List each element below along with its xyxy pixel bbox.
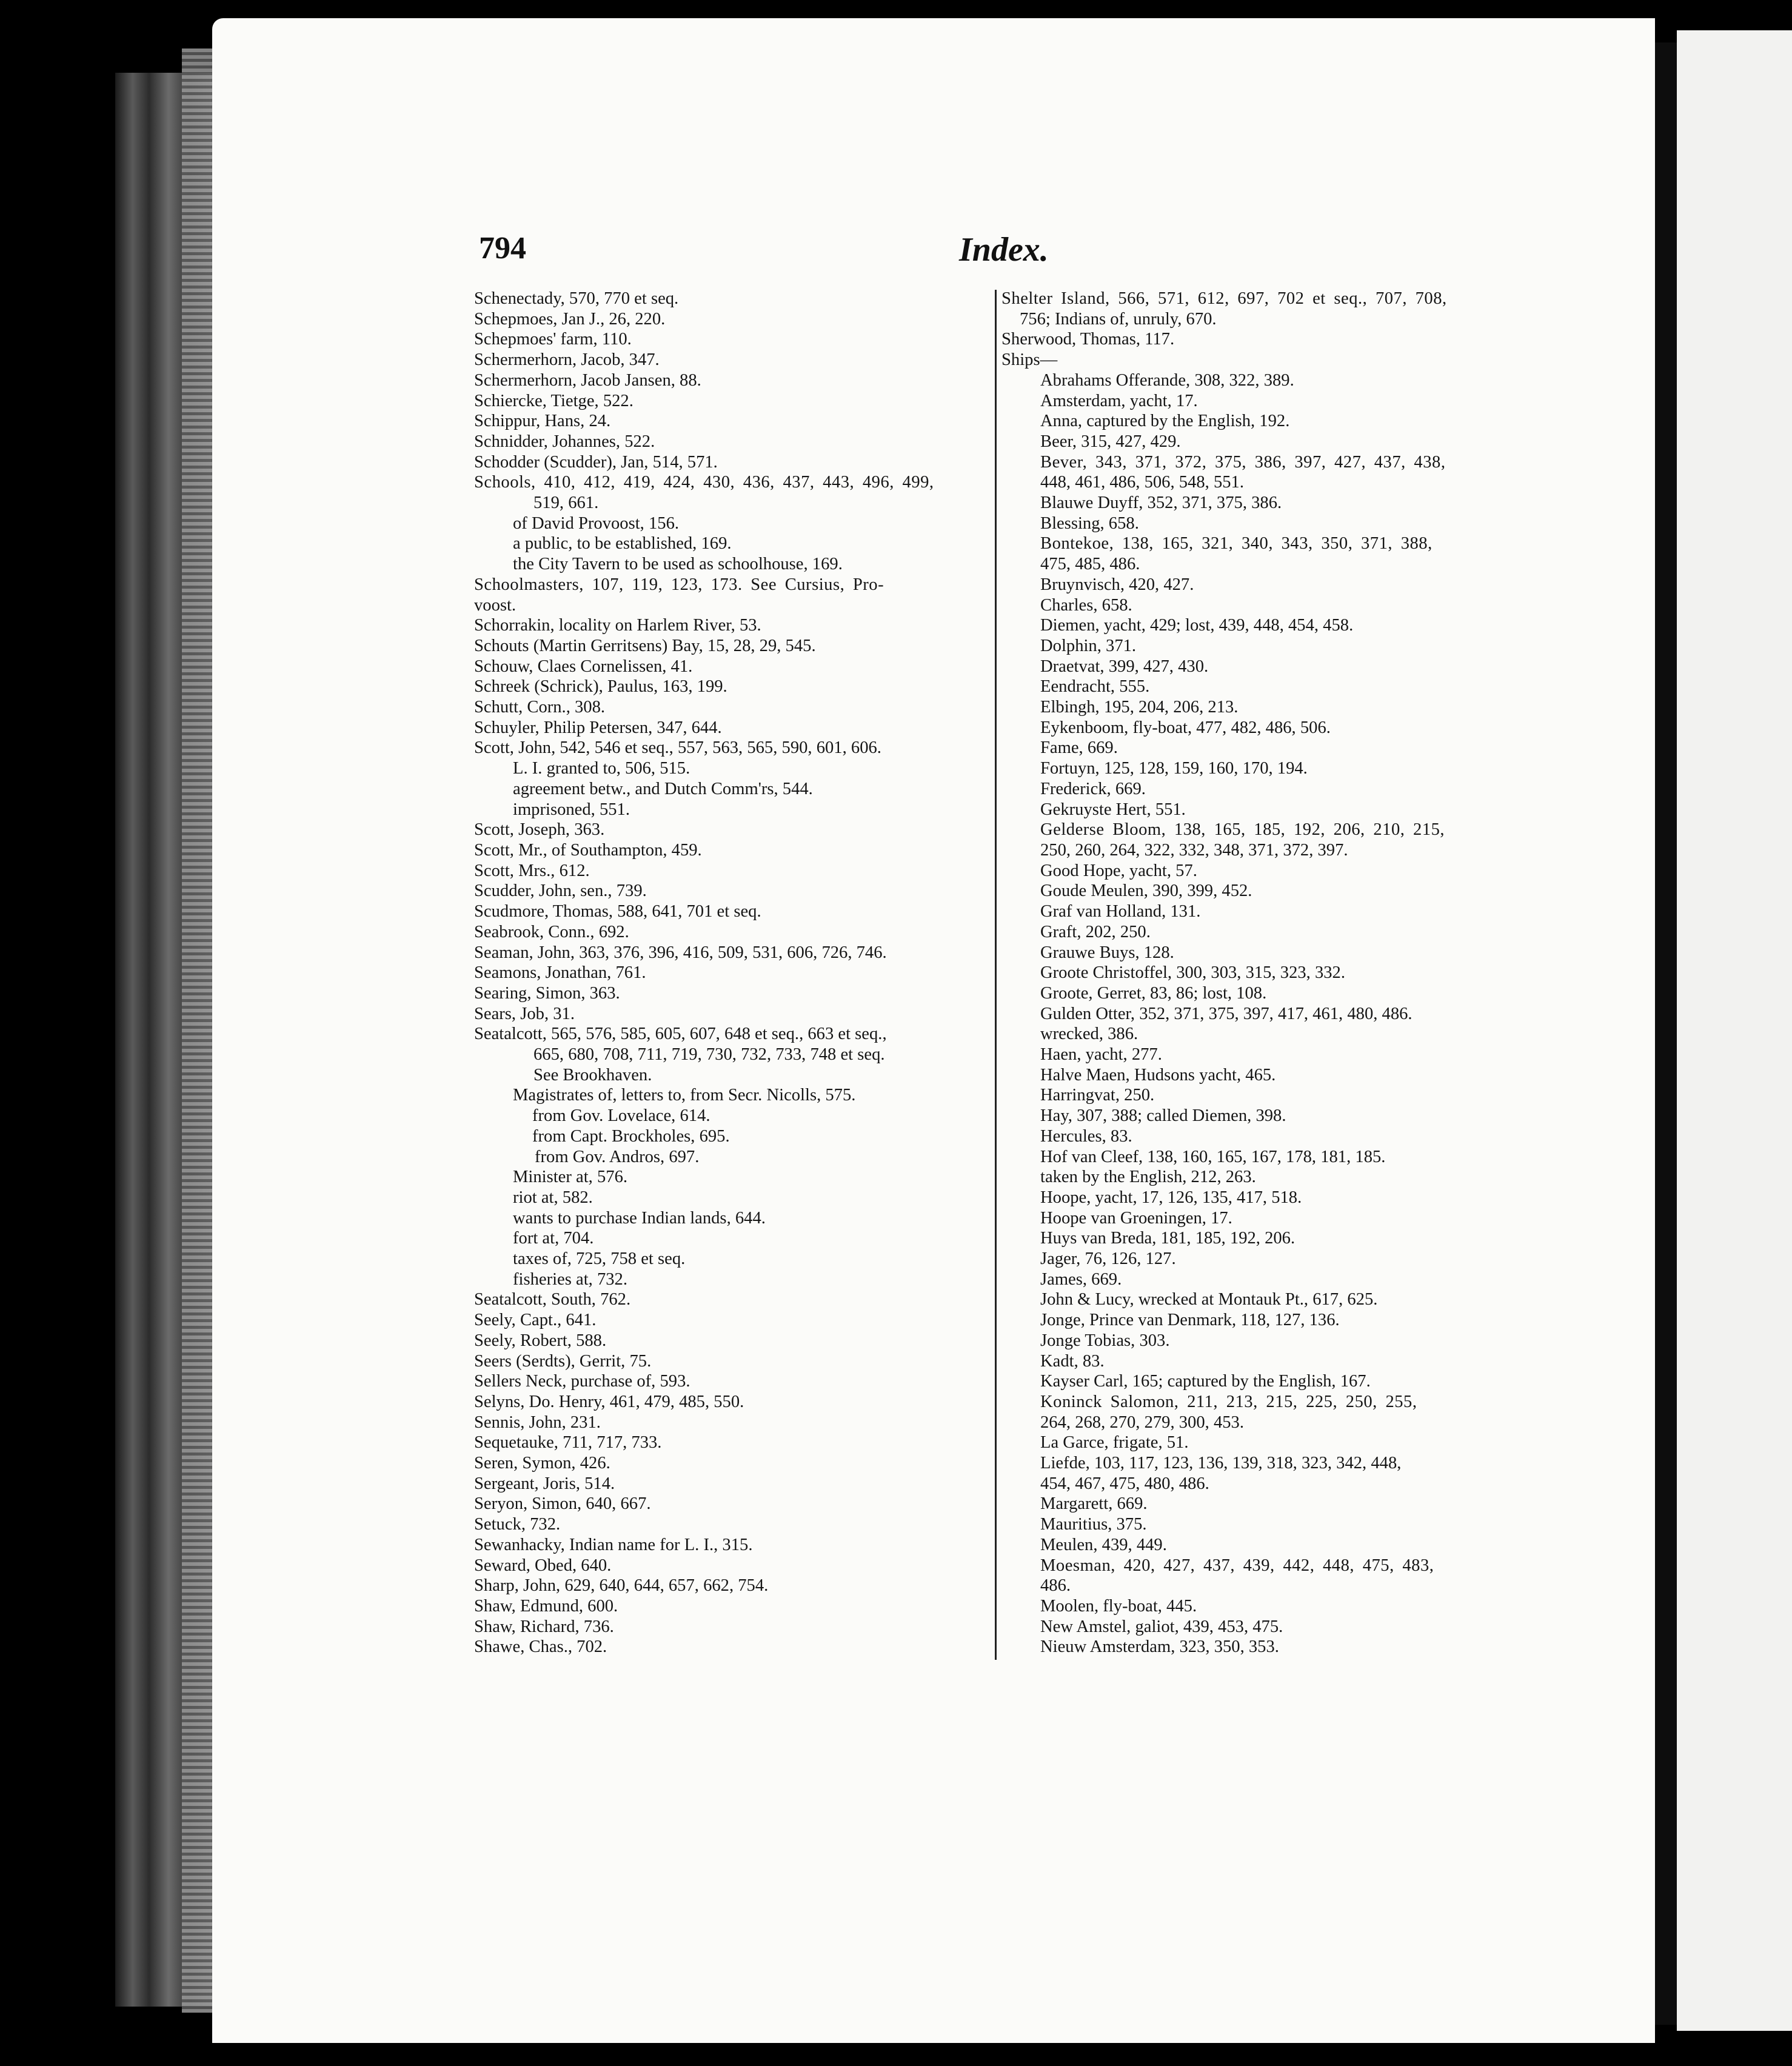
index-entry: Schiercke, Tietge, 522. xyxy=(474,391,634,410)
index-entry: fisheries at, 732. xyxy=(513,1269,627,1289)
index-entry: taken by the English, 212, 263. xyxy=(1040,1168,1256,1187)
index-entry: Scott, Mr., of Southampton, 459. xyxy=(474,840,702,860)
index-entry: See Brookhaven. xyxy=(533,1065,652,1085)
page-header xyxy=(479,230,1522,273)
index-entry: Bontekoe, 138, 165, 321, 340, 343, 350, 371, 388, xyxy=(1040,534,1433,553)
index-entry: Anna, captured by the English, 192. xyxy=(1040,412,1290,431)
index-entry: Eendracht, 555. xyxy=(1040,677,1150,697)
index-entry: Liefde, 103, 117, 123, 136, 139, 318, 323, 342, 448, xyxy=(1040,1454,1402,1473)
index-entry: riot at, 582. xyxy=(513,1188,593,1207)
index-entry: Charles, 658. xyxy=(1040,595,1132,615)
index-entry: Seabrook, Conn., 692. xyxy=(474,922,629,941)
index-entry: Searing, Simon, 363. xyxy=(474,983,620,1003)
index-entry: Setuck, 732. xyxy=(474,1515,561,1534)
index-entry: Schools, 410, 412, 419, 424, 430, 436, 437, 443, 496, 499, xyxy=(474,473,934,492)
index-entry: 665, 680, 708, 711, 719, 730, 732, 733, 748 et seq. xyxy=(533,1045,885,1065)
index-entry: Groote Christoffel, 300, 303, 315, 323, 332. xyxy=(1040,963,1346,983)
index-entry: Beer, 315, 427, 429. xyxy=(1040,432,1181,451)
index-entry: Seaman, John, 363, 376, 396, 416, 509, 531, 606, 726, 746. xyxy=(474,943,887,962)
index-entry: Dolphin, 371. xyxy=(1040,636,1137,655)
index-column-left xyxy=(474,289,995,1657)
index-entry: Graft, 202, 250. xyxy=(1040,922,1151,941)
index-entry: Seely, Robert, 588. xyxy=(474,1331,607,1350)
index-entry: Sears, Job, 31. xyxy=(474,1004,575,1023)
index-entry: Kayser Carl, 165; captured by the English, 167. xyxy=(1040,1372,1371,1391)
facing-page-gutter xyxy=(1655,42,1677,2025)
index-entry: Seward, Obed, 640. xyxy=(474,1556,612,1575)
index-entry: Sellers Neck, purchase of, 593. xyxy=(474,1372,690,1391)
running-head: Index. xyxy=(959,231,1049,269)
index-entry: Bever, 343, 371, 372, 375, 386, 397, 427, 437, 438, xyxy=(1040,452,1446,472)
index-entry: voost. xyxy=(474,595,517,615)
index-entry: Schippur, Hans, 24. xyxy=(474,412,611,431)
index-entry: Scott, Mrs., 612. xyxy=(474,861,590,880)
index-entry: Sequetauke, 711, 717, 733. xyxy=(474,1433,662,1453)
index-entry: Schodder (Scudder), Jan, 514, 571. xyxy=(474,452,718,472)
index-entry: of David Provoost, 156. xyxy=(513,513,680,533)
index-entry: L. I. granted to, 506, 515. xyxy=(513,759,690,778)
index-entry: Goude Meulen, 390, 399, 452. xyxy=(1040,881,1252,901)
index-entry: Grauwe Buys, 128. xyxy=(1040,943,1174,962)
index-entry: Seatalcott, South, 762. xyxy=(474,1290,631,1309)
index-entry: Scudder, John, sen., 739. xyxy=(474,881,647,901)
index-entry: Scott, Joseph, 363. xyxy=(474,820,605,840)
index-entry: Shaw, Richard, 736. xyxy=(474,1617,614,1636)
index-entry: Shelter Island, 566, 571, 612, 697, 702 et seq., 707, 708, xyxy=(1001,289,1447,308)
index-entry: Halve Maen, Hudsons yacht, 465. xyxy=(1040,1065,1276,1085)
index-entry: Haen, yacht, 277. xyxy=(1040,1045,1162,1065)
index-entry: Hoope van Groeningen, 17. xyxy=(1040,1208,1232,1228)
index-entry: Draetvat, 399, 427, 430. xyxy=(1040,657,1209,676)
index-entry: Eykenboom, fly-boat, 477, 482, 486, 506. xyxy=(1040,718,1331,737)
index-entry: 475, 485, 486. xyxy=(1040,555,1140,574)
index-entry: Schepmoes' farm, 110. xyxy=(474,330,632,349)
index-entry: New Amstel, galiot, 439, 453, 475. xyxy=(1040,1617,1283,1636)
index-entry: Seren, Symon, 426. xyxy=(474,1454,610,1473)
index-entry: from Capt. Brockholes, 695. xyxy=(532,1126,730,1146)
index-entry: Amsterdam, yacht, 17. xyxy=(1040,391,1198,410)
index-entry: Schenectady, 570, 770 et seq. xyxy=(474,289,679,308)
index-entry: Minister at, 576. xyxy=(513,1168,628,1187)
index-entry: Groote, Gerret, 83, 86; lost, 108. xyxy=(1040,983,1267,1003)
index-entry: Schouts (Martin Gerritsens) Bay, 15, 28, 29, 545. xyxy=(474,636,816,655)
index-entry: 448, 461, 486, 506, 548, 551. xyxy=(1040,473,1244,492)
index-entry: Diemen, yacht, 429; lost, 439, 448, 454, 458. xyxy=(1040,616,1354,635)
index-entry: Meulen, 439, 449. xyxy=(1040,1535,1167,1554)
index-entry: from Gov. Andros, 697. xyxy=(535,1147,700,1166)
index-entry: agreement betw., and Dutch Comm'rs, 544. xyxy=(513,779,813,798)
index-entry: Fortuyn, 125, 128, 159, 160, 170, 194. xyxy=(1040,759,1308,778)
index-entry: Schutt, Corn., 308. xyxy=(474,698,606,717)
index-entry: Jager, 76, 126, 127. xyxy=(1040,1249,1176,1269)
index-entry: Shawe, Chas., 702. xyxy=(474,1637,607,1657)
index-entry: imprisoned, 551. xyxy=(513,800,630,819)
index-entry: Kadt, 83. xyxy=(1040,1351,1105,1371)
index-entry: Sherwood, Thomas, 117. xyxy=(1001,330,1175,349)
index-entry: Seely, Capt., 641. xyxy=(474,1311,597,1330)
index-entry: James, 669. xyxy=(1040,1269,1122,1289)
page-number: 794 xyxy=(479,231,526,266)
index-entry: Elbingh, 195, 204, 206, 213. xyxy=(1040,698,1239,717)
index-entry: Sennis, John, 231. xyxy=(474,1412,601,1432)
index-entry: Hercules, 83. xyxy=(1040,1126,1132,1146)
index-entry: La Garce, frigate, 51. xyxy=(1040,1433,1189,1453)
index-entry: Schepmoes, Jan J., 26, 220. xyxy=(474,309,666,329)
index-entry: 486. xyxy=(1040,1576,1071,1596)
index-entry: Selyns, Do. Henry, 461, 479, 485, 550. xyxy=(474,1392,744,1411)
index-entry: Shaw, Edmund, 600. xyxy=(474,1597,618,1616)
index-entry: Jonge, Prince van Denmark, 118, 127, 136. xyxy=(1040,1311,1340,1330)
index-entry: wrecked, 386. xyxy=(1040,1025,1138,1044)
index-entry: Schnidder, Johannes, 522. xyxy=(474,432,655,451)
index-entry: Frederick, 669. xyxy=(1040,779,1146,798)
index-entry: fort at, 704. xyxy=(513,1229,594,1248)
index-entry: Jonge Tobias, 303. xyxy=(1040,1331,1170,1350)
index-entry: Schoolmasters, 107, 119, 123, 173. See Cursius, Pro- xyxy=(474,575,884,594)
index-entry: 250, 260, 264, 322, 332, 348, 371, 372, 397. xyxy=(1040,840,1348,860)
index-entry: Koninck Salomon, 211, 213, 215, 225, 250, 255, xyxy=(1040,1392,1417,1411)
index-entry: 519, 661. xyxy=(533,493,599,513)
index-column-right xyxy=(1001,289,1511,1657)
index-entry: Graf van Holland, 131. xyxy=(1040,902,1201,921)
index-entry: Schorrakin, locality on Harlem River, 53. xyxy=(474,616,761,635)
index-entry: Seatalcott, 565, 576, 585, 605, 607, 648 et seq., 663 et seq., xyxy=(474,1025,887,1044)
index-entry: Gekruyste Hert, 551. xyxy=(1040,800,1186,819)
index-entry: Mauritius, 375. xyxy=(1040,1515,1147,1534)
index-entry: Sharp, John, 629, 640, 644, 657, 662, 754. xyxy=(474,1576,769,1596)
index-entry: Blessing, 658. xyxy=(1040,513,1139,533)
index-entry: Seryon, Simon, 640, 667. xyxy=(474,1494,651,1514)
index-entry: the City Tavern to be used as schoolhouse, 169. xyxy=(513,555,843,574)
index-entry: Sergeant, Joris, 514. xyxy=(474,1474,615,1493)
index-entry: Hoope, yacht, 17, 126, 135, 417, 518. xyxy=(1040,1188,1302,1207)
index-entry: Nieuw Amsterdam, 323, 350, 353. xyxy=(1040,1637,1279,1657)
facing-page-edge xyxy=(1677,30,1792,2031)
index-entry: Margarett, 669. xyxy=(1040,1494,1148,1514)
index-entry: Seers (Serdts), Gerrit, 75. xyxy=(474,1351,652,1371)
index-entry: taxes of, 725, 758 et seq. xyxy=(513,1249,686,1269)
index-entry: Schermerhorn, Jacob, 347. xyxy=(474,350,660,370)
index-entry: Sewanhacky, Indian name for L. I., 315. xyxy=(474,1535,753,1554)
index-entry: Harringvat, 250. xyxy=(1040,1086,1155,1105)
index-entry: Gulden Otter, 352, 371, 375, 397, 417, 461, 480, 486. xyxy=(1040,1004,1413,1023)
index-entry: Bruynvisch, 420, 427. xyxy=(1040,575,1194,594)
index-entry: 264, 268, 270, 279, 300, 453. xyxy=(1040,1412,1244,1432)
index-entry: Magistrates of, letters to, from Secr. Nicolls, 575. xyxy=(513,1086,856,1105)
index-entry: 756; Indians of, unruly, 670. xyxy=(1020,309,1217,329)
index-entry: Abrahams Offerande, 308, 322, 389. xyxy=(1040,370,1294,390)
index-entry: Good Hope, yacht, 57. xyxy=(1040,861,1197,880)
index-entry: Fame, 669. xyxy=(1040,738,1118,758)
index-entry: a public, to be established, 169. xyxy=(513,534,732,553)
index-entry: Scott, John, 542, 546 et seq., 557, 563, 565, 590, 601, 606. xyxy=(474,738,881,758)
index-entry: Schermerhorn, Jacob Jansen, 88. xyxy=(474,370,701,390)
index-entry: Schreek (Schrick), Paulus, 163, 199. xyxy=(474,677,727,697)
index-entry: Schuyler, Philip Petersen, 347, 644. xyxy=(474,718,722,737)
index-entry: from Gov. Lovelace, 614. xyxy=(532,1106,710,1126)
index-entry: Moolen, fly-boat, 445. xyxy=(1040,1597,1197,1616)
index-entry: Hof van Cleef, 138, 160, 165, 167, 178, 181, 185. xyxy=(1040,1147,1386,1166)
index-entry: Seamons, Jonathan, 761. xyxy=(474,963,646,983)
index-entry: John & Lucy, wrecked at Montauk Pt., 617, 625. xyxy=(1040,1290,1378,1309)
index-entry: Huys van Breda, 181, 185, 192, 206. xyxy=(1040,1229,1296,1248)
index-entry: Blauwe Duyff, 352, 371, 375, 386. xyxy=(1040,493,1282,513)
index-entry: Schouw, Claes Cornelissen, 41. xyxy=(474,657,693,676)
index-entry: 454, 467, 475, 480, 486. xyxy=(1040,1474,1209,1493)
index-entry: Hay, 307, 388; called Diemen, 398. xyxy=(1040,1106,1286,1126)
index-entry: Scudmore, Thomas, 588, 641, 701 et seq. xyxy=(474,902,761,921)
index-entry: Ships— xyxy=(1001,350,1058,370)
index-entry: Moesman, 420, 427, 437, 439, 442, 448, 475, 483, xyxy=(1040,1556,1434,1575)
index-entry: wants to purchase Indian lands, 644. xyxy=(513,1208,766,1228)
index-entry: Gelderse Bloom, 138, 165, 185, 192, 206, 210, 215, xyxy=(1040,820,1445,840)
